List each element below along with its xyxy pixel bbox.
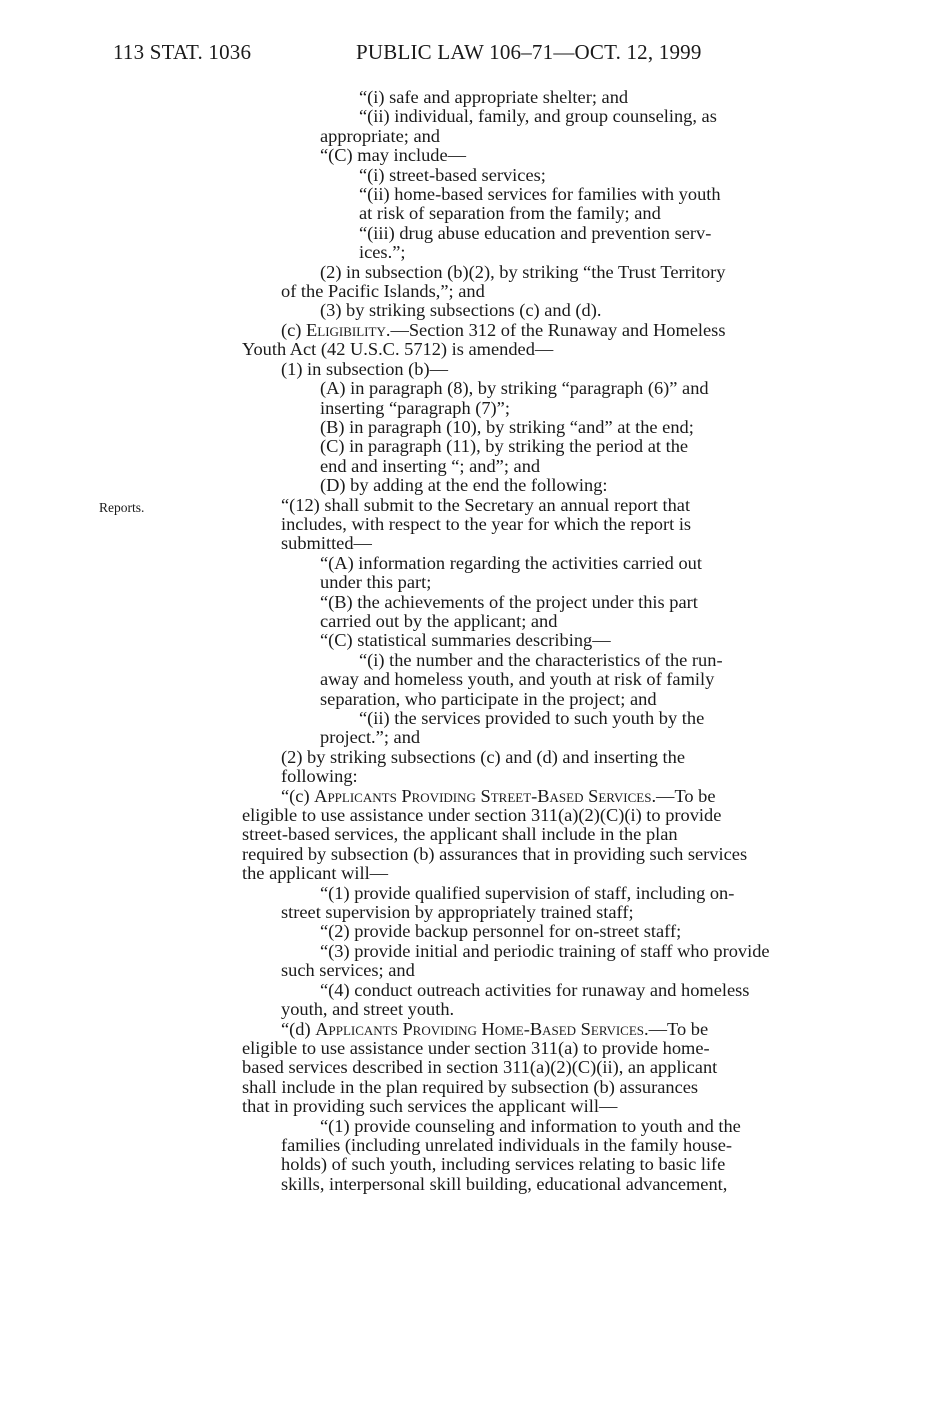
text-line: “(B) the achievements of the project under this part [320, 591, 698, 612]
text-line: families (including unrelated individuals in the family house- [281, 1134, 732, 1155]
text-line: “(1) provide counseling and information to youth and the [320, 1115, 741, 1136]
text-line: end and inserting “; and”; and [320, 455, 541, 476]
text-fragment: “(d) [281, 1018, 316, 1039]
text-line: “(1) provide qualified supervision of staff, including on- [320, 882, 735, 903]
text-line: eligible to use assistance under section 311(a)(2)(C)(i) to provide [242, 805, 722, 826]
text-line: “(i) safe and appropriate shelter; and [359, 87, 629, 107]
text-fragment: .—Section 312 of the Runaway and Homeless [385, 319, 726, 340]
text-line: (D) by adding at the end the following: [320, 475, 608, 496]
text-line: street-based services, the applicant shall include in the plan [242, 824, 678, 845]
text-line: appropriate; and [320, 125, 440, 146]
text-fragment: .—To be [651, 785, 716, 806]
text-line: includes, with respect to the year for which the report is [281, 513, 692, 534]
text-line: “(ii) the services provided to such youth by the [359, 708, 705, 728]
text-line: inserting “paragraph (7)”; [320, 397, 510, 418]
text-line: project.”; and [320, 727, 421, 748]
text-line: of the Pacific Islands,”; and [281, 281, 485, 302]
page-header-title: PUBLIC LAW 106–71—OCT. 12, 1999 [356, 40, 702, 64]
text-line: “(iii) drug abuse education and prevention serv- [359, 222, 712, 243]
text-line: “(i) street-based services; [359, 164, 546, 185]
text-line: at risk of separation from the family; and [359, 203, 661, 224]
text-line: “(C) may include— [320, 145, 467, 166]
text-line: such services; and [281, 960, 415, 981]
section-heading-line [281, 1020, 872, 1039]
text-line: “(ii) individual, family, and group counseling, as [359, 106, 717, 127]
statute-body [242, 88, 872, 1194]
text-line: shall include in the plan required by subsection (b) assurances [242, 1076, 699, 1097]
text-line: “(A) information regarding the activities carried out [320, 552, 702, 573]
text-line: following: [281, 766, 358, 787]
text-line: carried out by the applicant; and [320, 610, 558, 631]
section-heading-line [281, 787, 872, 806]
text-line: “(4) conduct outreach activities for runaway and homeless [320, 979, 750, 1000]
text-line: based services described in section 311(a)(2)(C)(ii), an applicant [242, 1057, 718, 1078]
text-line: holds) of such youth, including services relating to basic life [281, 1154, 726, 1175]
text-line: ices.”; [359, 242, 406, 263]
text-fragment: (c) [281, 319, 307, 340]
section-heading: Applicants Providing Street-Based Services [314, 785, 652, 806]
text-line: skills, interpersonal skill building, educational advancement, [281, 1173, 728, 1194]
text-line: (2) by striking subsections (c) and (d) and inserting the [281, 746, 685, 767]
text-line: separation, who participate in the project; and [320, 688, 657, 709]
text-line: eligible to use assistance under section 311(a) to provide home- [242, 1037, 710, 1058]
text-line: (C) in paragraph (11), by striking the period at the [320, 436, 689, 457]
text-line: “(ii) home-based services for families with youth [359, 184, 721, 205]
section-heading: Eligibility [306, 319, 386, 340]
text-line: submitted— [281, 533, 372, 554]
text-fragment: .—To be [644, 1018, 709, 1039]
text-line: required by subsection (b) assurances that in providing such services [242, 843, 748, 864]
text-line: under this part; [320, 572, 432, 593]
section-heading-line [281, 321, 872, 340]
text-line: youth, and street youth. [281, 999, 455, 1020]
text-line: (1) in subsection (b)— [281, 358, 449, 379]
text-line: that in providing such services the applicant will— [242, 1096, 618, 1117]
text-fragment: “(c) [281, 785, 315, 806]
section-heading: Applicants Providing Home-Based Services [315, 1018, 645, 1039]
text-line: “(12) shall submit to the Secretary an annual report that [281, 494, 691, 515]
text-line: away and homeless youth, and youth at risk of family [320, 669, 715, 690]
text-line: (2) in subsection (b)(2), by striking “the Trust Territory [320, 261, 726, 282]
text-line: the applicant will— [242, 863, 389, 884]
text-line: street supervision by appropriately trained staff; [281, 902, 634, 923]
text-line: (B) in paragraph (10), by striking “and” at the end; [320, 416, 694, 437]
text-line: “(2) provide backup personnel for on-street staff; [320, 921, 682, 942]
page-stat-citation: 113 STAT. 1036 [113, 40, 252, 64]
text-line: “(C) statistical summaries describing— [320, 630, 611, 651]
text-line: “(i) the number and the characteristics of the run- [359, 649, 723, 670]
margin-note: Reports. [99, 500, 145, 515]
text-line: (3) by striking subsections (c) and (d). [320, 300, 602, 321]
text-line: Youth Act (42 U.S.C. 5712) is amended— [242, 339, 554, 360]
text-line: “(3) provide initial and periodic training of staff who provide [320, 940, 770, 961]
text-line: (A) in paragraph (8), by striking “paragraph (6)” and [320, 378, 709, 399]
